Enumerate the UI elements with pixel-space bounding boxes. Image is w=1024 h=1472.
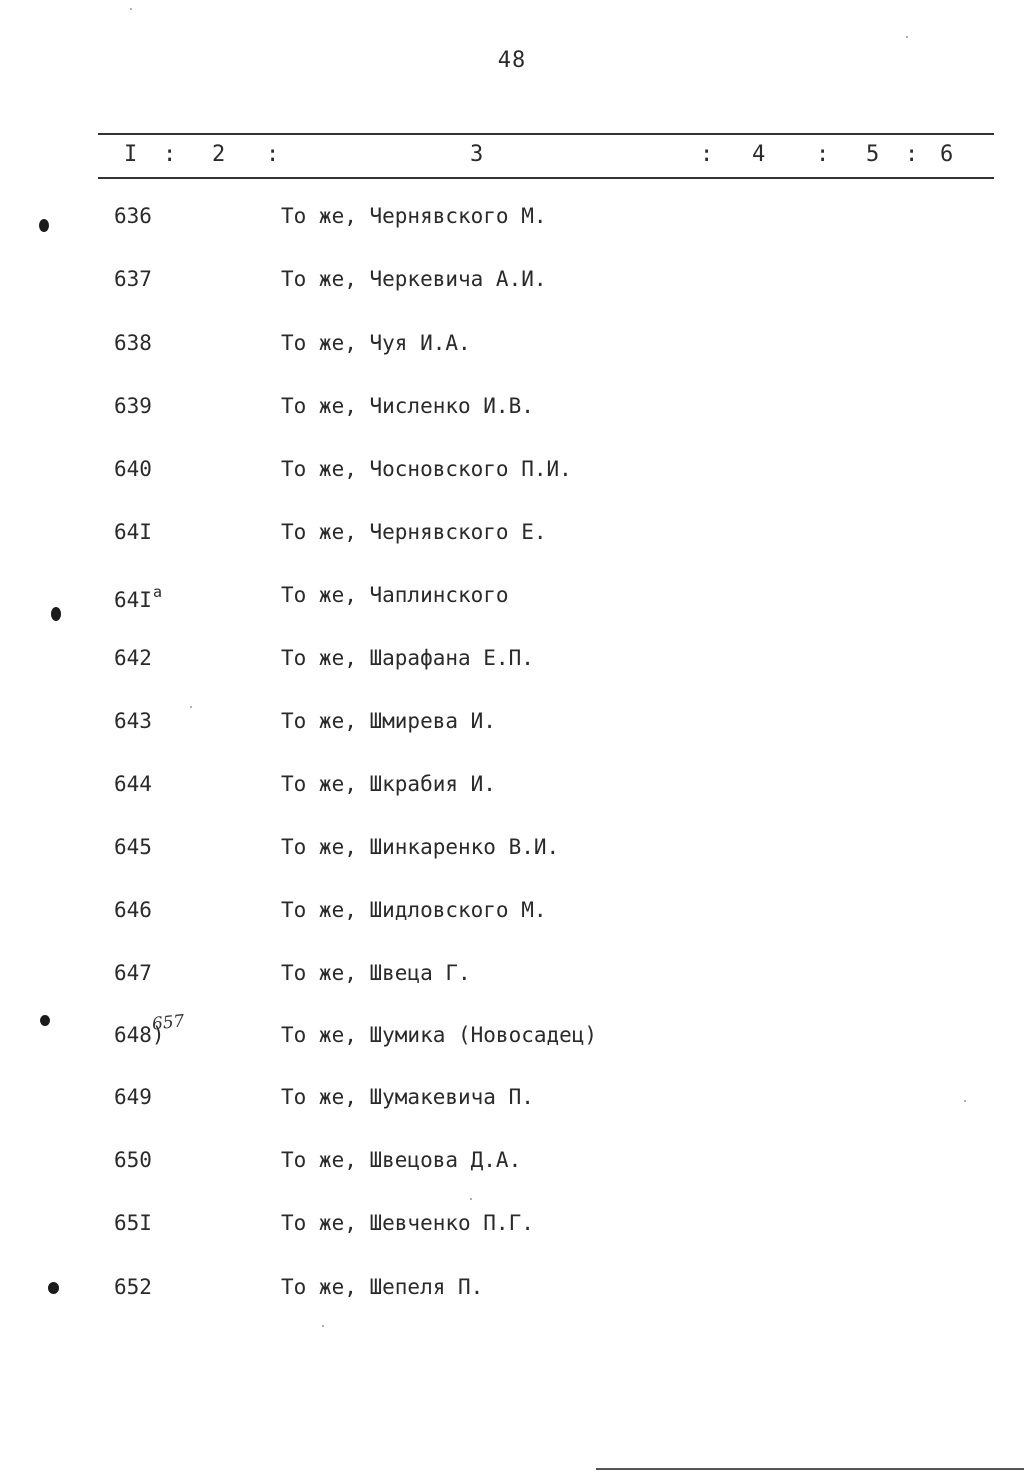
row-number: 645 — [114, 835, 152, 859]
row-number-main: 64I — [114, 588, 152, 612]
row-description: То же, Шарафана Е.П. — [281, 646, 534, 670]
row-number: 639 — [114, 394, 152, 418]
row-number: 642 — [114, 646, 152, 670]
table-row — [0, 1148, 1024, 1188]
row-number: 637 — [114, 267, 152, 291]
row-description: То же, Чуя И.А. — [281, 331, 471, 355]
row-number: 643 — [114, 709, 152, 733]
binder-hole-mark — [51, 607, 61, 621]
header-col-6: 6 — [940, 142, 954, 167]
scan-speck — [964, 1100, 966, 1102]
page-number: 48 — [497, 48, 527, 73]
table-row — [0, 204, 1024, 244]
binder-hole-mark — [39, 219, 49, 232]
row-description: То же, Черкевича А.И. — [281, 267, 547, 291]
row-number: 644 — [114, 772, 152, 796]
header-col-2: 2 — [212, 142, 226, 167]
row-number: 638 — [114, 331, 152, 355]
header-col-1: I — [124, 142, 138, 167]
row-description: То же, Шумика (Новосадец) — [281, 1023, 598, 1047]
scan-speck — [322, 1325, 324, 1327]
row-number: 652 — [114, 1275, 152, 1299]
table-row — [0, 394, 1024, 434]
header-separator: : — [905, 142, 919, 167]
row-description: То же, Шевченко П.Г. — [281, 1211, 534, 1235]
table-top-rule — [98, 133, 994, 135]
scan-speck — [130, 8, 132, 10]
row-number: 650 — [114, 1148, 152, 1172]
row-number: 64I — [114, 520, 152, 544]
header-separator: : — [163, 142, 177, 167]
row-description: То же, Шмирева И. — [281, 709, 496, 733]
scan-speck — [906, 36, 908, 38]
row-description: То же, Шкрабия И. — [281, 772, 496, 796]
header-col-4: 4 — [752, 142, 766, 167]
row-description: То же, Шепеля П. — [281, 1275, 484, 1299]
table-row — [0, 1275, 1024, 1315]
binder-hole-mark — [48, 1282, 59, 1294]
row-number-superscript: а — [152, 583, 162, 601]
row-number: 65I — [114, 1211, 152, 1235]
row-description: То же, Чернявского Е. — [281, 520, 547, 544]
table-row — [0, 898, 1024, 938]
table-row — [0, 709, 1024, 749]
table-row — [0, 961, 1024, 1001]
scan-speck — [190, 706, 192, 708]
row-number: 646 — [114, 898, 152, 922]
row-description: То же, Шумакевича П. — [281, 1085, 534, 1109]
row-number — [114, 583, 162, 612]
table-row — [0, 1085, 1024, 1125]
header-col-3: 3 — [470, 142, 484, 167]
row-description: То же, Шидловского М. — [281, 898, 547, 922]
row-description: То же, Чернявского М. — [281, 204, 547, 228]
row-description: То же, Швецова Д.А. — [281, 1148, 522, 1172]
table-row — [0, 646, 1024, 686]
row-number: 647 — [114, 961, 152, 985]
table-row — [0, 583, 1024, 623]
row-description: То же, Шинкаренко В.И. — [281, 835, 560, 859]
row-description: То же, Швеца Г. — [281, 961, 471, 985]
header-separator: : — [266, 142, 280, 167]
table-bottom-rule — [98, 177, 994, 179]
table-row — [0, 520, 1024, 560]
table-row — [0, 772, 1024, 812]
row-description: То же, Чаплинского — [281, 583, 509, 607]
row-number: 649 — [114, 1085, 152, 1109]
binder-hole-mark — [40, 1015, 50, 1026]
table-row — [0, 1011, 1024, 1063]
table-row — [0, 331, 1024, 371]
row-number: 636 — [114, 204, 152, 228]
handwritten-annotation: 657 — [151, 1011, 186, 1035]
table-row — [0, 1211, 1024, 1251]
table-row — [0, 835, 1024, 875]
row-description: То же, Численко И.В. — [281, 394, 534, 418]
header-col-5: 5 — [866, 142, 880, 167]
table-row — [0, 267, 1024, 307]
header-separator: : — [700, 142, 714, 167]
page-edge-line — [596, 1468, 1024, 1470]
row-description: То же, Чосновского П.И. — [281, 457, 572, 481]
row-number: 640 — [114, 457, 152, 481]
row-number: 648) — [114, 1023, 165, 1047]
header-separator: : — [816, 142, 830, 167]
table-row — [0, 457, 1024, 497]
scan-speck — [470, 1198, 472, 1200]
